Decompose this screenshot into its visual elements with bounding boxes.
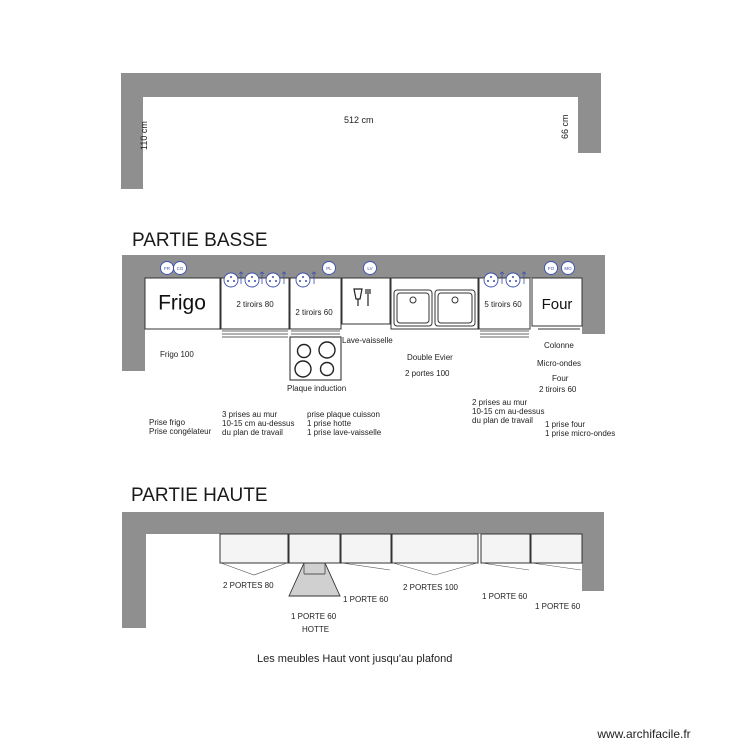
haute-wall-back [122,512,604,534]
oven-unit-label: Four [541,295,573,313]
column-label: Colonne [544,341,574,350]
ceiling-footnote: Les meubles Haut vont jusqu'au plafond [257,653,453,665]
upper-cabinet-60-c [531,534,582,563]
drawers-60-label: 2 tiroirs 60 [295,308,333,318]
hood-label: HOTTE [302,625,330,634]
badge-text: FO [547,266,555,271]
oven-door [538,326,580,329]
watermark-text: www.archifacile.fr [597,727,691,742]
oven-label: Four [552,374,569,383]
outlet-icon [266,273,280,287]
right-outlets-note: 2 prises au mur 10-15 cm au-dessus du plan de travail [472,398,545,425]
partie-basse-title: PARTIE BASSE [132,230,268,251]
fridge-outlets-note: Prise frigo Prise congélateur [149,418,212,436]
badge-text: MO [564,266,572,271]
badge-text: PL [326,266,332,271]
left-outlets-note: 3 prises au mur 10-15 cm au-dessus du plan de travail [222,410,295,437]
dishwasher-unit [342,278,390,324]
drawers-80-label: 2 tiroirs 80 [236,300,274,310]
badge-text: CG [176,266,184,271]
hood-cabinet-label: 1 PORTE 60 [291,612,337,621]
basse-wall-right [582,255,605,334]
partie-haute-title: PARTIE HAUTE [131,485,268,506]
upper-cabinet-60-a [341,534,391,563]
outlet-icon [245,273,259,287]
dishwasher-label: Lave-vaisselle [342,336,393,345]
upper-cabinet-60c-label: 1 PORTE 60 [535,602,581,611]
oven-drawers-label: 2 tiroirs 60 [539,385,577,394]
top-plan-walls [121,73,601,189]
outlet-icon [506,273,520,287]
upper-cabinet-80-label: 2 PORTES 80 [223,581,274,590]
hood-icon [289,563,340,596]
haute-wall-left [122,512,146,628]
microwave-label: Micro-ondes [537,359,582,368]
mid-outlets-note: prise plaque cuisson 1 prise hotte 1 prise lave-vaisselle [307,410,382,437]
hood-cabinet [289,534,340,563]
fridge-unit-label: Frigo [158,291,206,315]
basse-wall-left [122,255,145,371]
upper-cabinet-80 [220,534,288,563]
width-dimension-label: 512 cm [344,115,374,125]
door-swing-lines [221,563,581,575]
haute-cabinets [220,534,582,563]
outlet-icon [484,273,498,287]
double-sink-label: Double Evier [407,353,453,362]
upper-cabinet-60-b [481,534,530,563]
drawers-60-unit [290,278,341,329]
drawers-60b-label: 5 tiroirs 60 [484,300,522,310]
outlet-icon [224,273,238,287]
sink-doors-label: 2 portes 100 [405,369,450,378]
fridge-label: Frigo 100 [160,350,194,359]
left-height-dimension-label: 110 cm [139,121,149,150]
badge-text: LV [367,266,373,271]
top-wall-back [121,73,601,97]
upper-cabinet-60b-label: 1 PORTE 60 [482,592,528,601]
badge-text: FR [164,266,170,271]
upper-cabinet-60a-label: 1 PORTE 60 [343,595,389,604]
outlet-icon [296,273,310,287]
oven-outlets-note: 1 prise four 1 prise micro-ondes [545,420,616,438]
right-height-dimension-label: 66 cm [560,114,570,139]
haute-wall-right [582,512,604,591]
haute-walls [122,512,604,628]
top-wall-right [578,73,601,153]
induction-label: Plaque induction [287,384,347,393]
upper-cabinet-100 [392,534,478,563]
upper-cabinet-100-label: 2 PORTES 100 [403,583,458,592]
induction-hob-icon [290,337,341,380]
sink-basins [394,290,475,326]
